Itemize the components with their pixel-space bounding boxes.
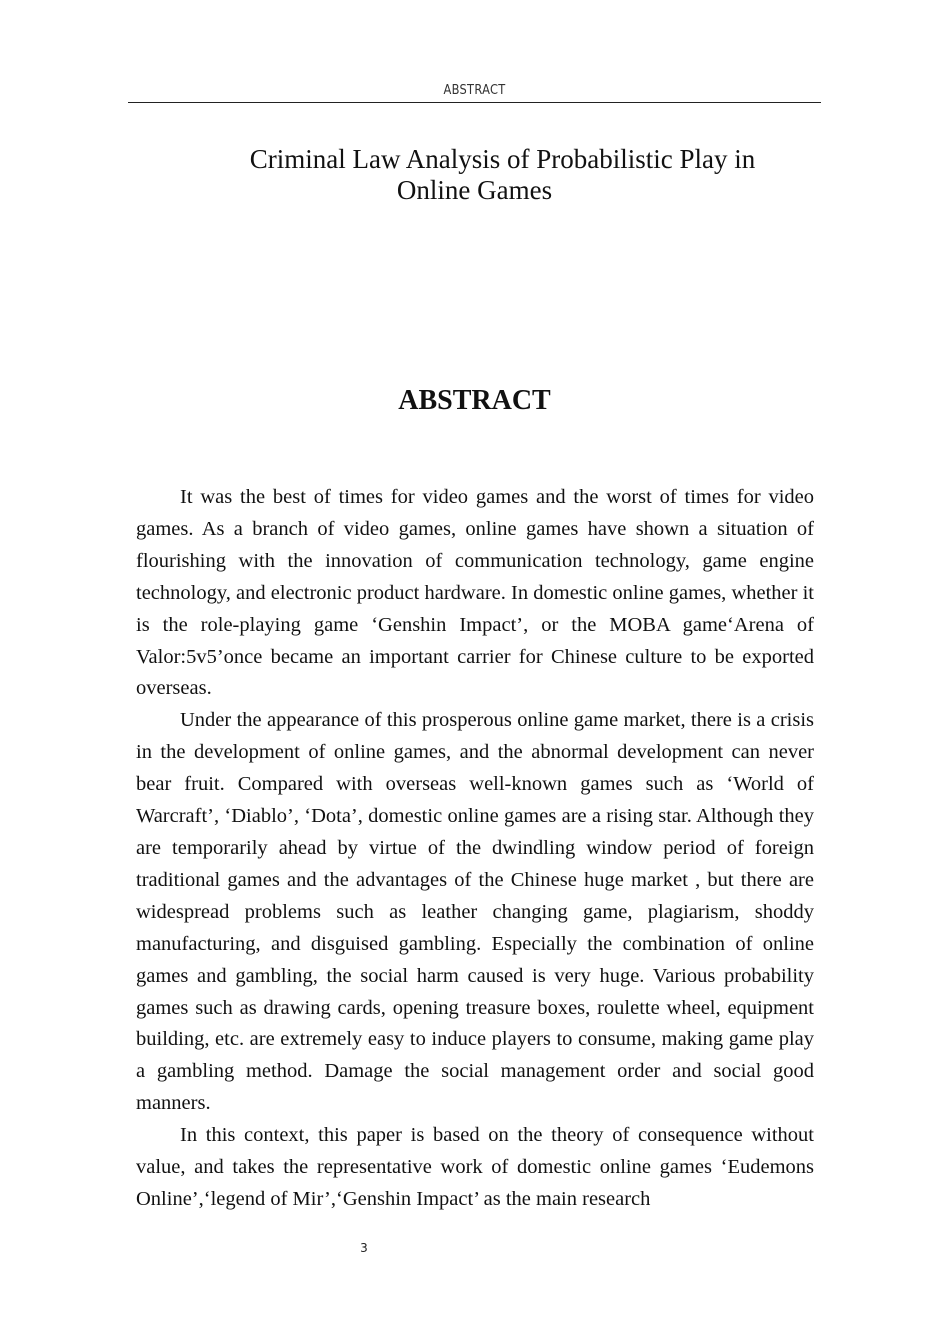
abstract-heading: ABSTRACT: [398, 385, 551, 416]
page-number: 3: [360, 1241, 368, 1255]
paper-title-line-2: Online Games: [396, 175, 553, 205]
paper-title-line-1: Criminal Law Analysis of Probabilistic Play in: [249, 144, 756, 174]
abstract-paragraph-1: It was the best of times for video games and the worst of times for video games. As a branch of video games, online games have shown a situation of flourishing with the innovation of communication technology, game engine technology, and electronic product hardware. In domestic online games, whether it is the role-playing game ‘Genshin Impact’, or the MOBA game‘Arena of Valor:5v5’once became an important carrier for Chinese culture to be exported overseas.: [136, 486, 814, 700]
paper-title: [128, 144, 821, 206]
abstract-body: [136, 482, 814, 1216]
abstract-paragraph-2: Under the appearance of this prosperous online game market, there is a crisis in the development of online games, and the abnormal development can never bear fruit. Compared with overseas well-known games such as ‘World of Warcraft’, ‘Diablo’, ‘Dota’, domestic online games are a rising star. Although they are temporarily ahead by virtue of the dwindling window period of foreign traditional games and the advantages of the Chinese huge market , but there are widespread problems such as leather changing game, plagiarism, shoddy manufacturing, and disguised gambling. Especially the combination of online games and gambling, the social harm caused is very huge. Various probability games such as drawing cards, opening treasure boxes, roulette wheel, equipment building, etc. are extremely easy to induce players to consume, making game play a gambling method. Damage the social management order and social good manners.: [136, 709, 814, 1115]
running-header: ABSTRACT: [443, 83, 506, 98]
abstract-paragraph-3: In this context, this paper is based on the theory of consequence without value, and takes the representative work of domestic online games ‘Eudemons Online’,‘legend of Mir’,‘Genshin Impact’ as the main research: [136, 1124, 814, 1210]
header-rule: [128, 102, 821, 103]
